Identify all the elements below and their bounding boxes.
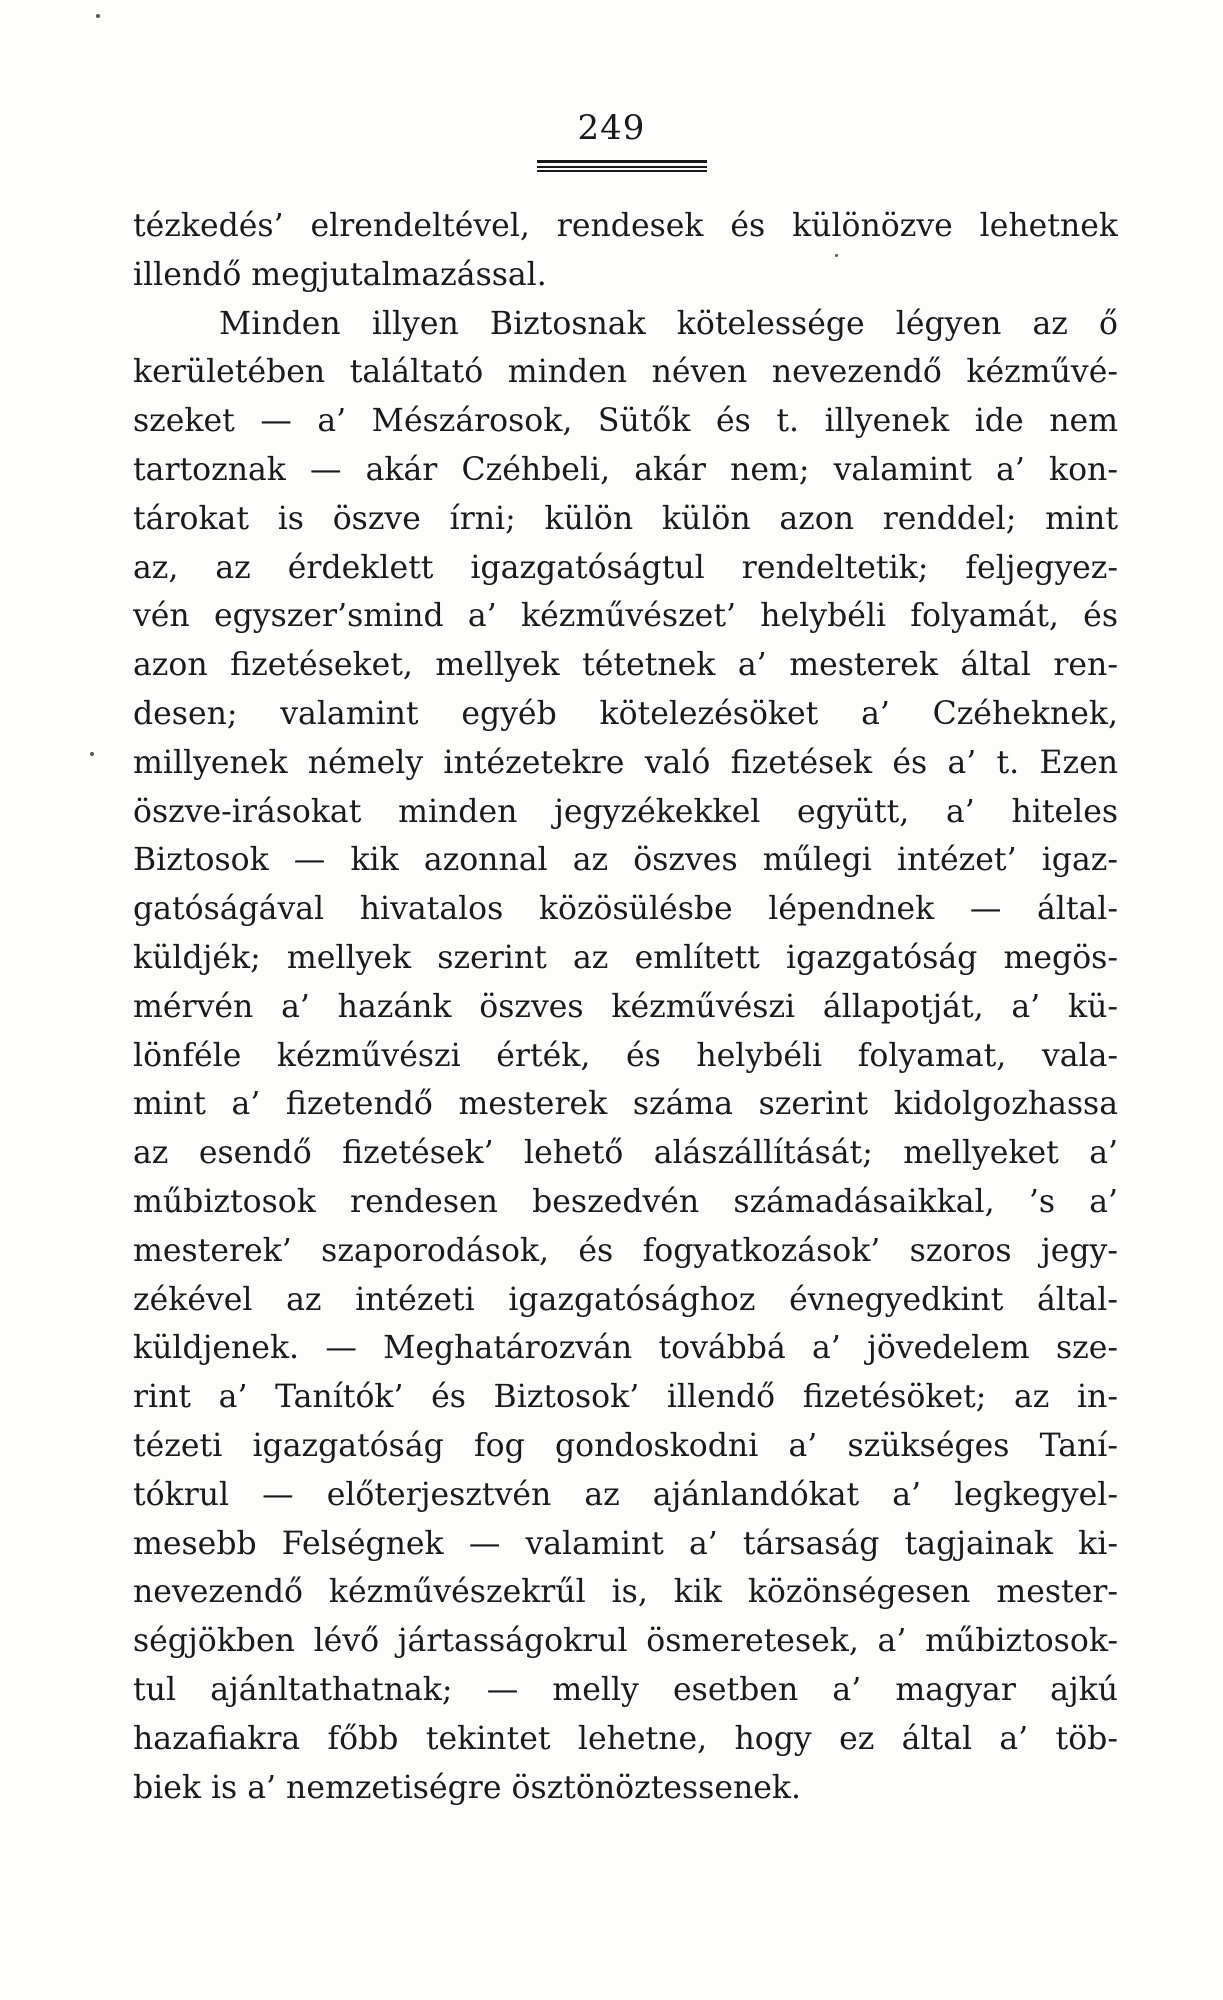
text-line: tárokat is öszve írni; külön külön azon renddel; mint [133,500,1118,537]
text-line: tul ajánltathatnak; — melly esetben a’ magyar ajkú [133,1671,1118,1708]
text-line: az, az érdeklett igazgatóságtul rendeltetik; feljegyez- [133,549,1118,586]
text-line: küldjenek. — Meghatározván továbbá a’ jövedelem sze- [133,1330,1118,1367]
text-line: desen; valamint egyéb kötelezésöket a’ Czéheknek, [133,695,1118,732]
text-line: azon fizetéseket, mellyek tétetnek a’ mesterek által ren- [133,647,1118,684]
text-line: tókrul — előterjesztvén az ajánlandókat a’ legkegyel- [133,1476,1118,1513]
text-line: mesebb Felségnek — valamint a’ társaság tagjainak ki- [133,1525,1118,1562]
text-line: tézeti igazgatóság fog gondoskodni a’ szükséges Taní- [133,1427,1118,1464]
text-line: rint a’ Tanítók’ és Biztosok’ illendő fizetésöket; az in- [133,1379,1118,1416]
body-text [133,202,1118,1812]
text-line: küldjék; mellyek szerint az említett igazgatóság megös- [133,939,1118,976]
text-line: millyenek némely intézetekre való fizetések és a’ t. Ezen [133,744,1118,781]
text-line: műbiztosok rendesen beszedvén számadásaikkal, ’s a’ [133,1183,1118,1220]
text-line: Biztosok — kik azonnal az öszves műlegi intézet’ igaz- [133,842,1118,879]
text-line: zékével az intézeti igazgatósághoz évnegyedkint által- [133,1281,1118,1318]
text-line: gatóságával hivatalos közösülésbe lépendnek — által- [133,891,1118,928]
text-line: szeket — a’ Mészárosok, Sütők és t. illyenek ide nem [133,403,1118,440]
text-line: kerületében találtató minden néven nevezendő kézművé- [133,354,1118,391]
text-line: vén egyszer’smind a’ kézművészet’ helybéli folyamát, és [133,598,1118,635]
text-line: mérvén a’ hazánk öszves kézművészi állapotját, a’ kü- [133,988,1118,1025]
text-line: biek is a’ nemzetiségre ösztönöztessenek. [133,1769,801,1806]
page-number: 249 [577,108,646,148]
text-line: mint a’ fizetendő mesterek száma szerint kidolgozhassa [133,1086,1118,1123]
paper-speck [96,14,100,18]
text-line: nevezendő kézművészekrűl is, kik közönségesen mester- [133,1574,1118,1611]
paper-speck [90,752,94,756]
text-line: lönféle kézművészi érték, és helybéli folyamat, vala- [133,1037,1118,1074]
text-line: mesterek’ szaporodások, és fogyatkozások’ szoros jegy- [133,1232,1118,1269]
text-line: tézkedés’ elrendeltével, rendesek és különözve lehetnek [133,208,1118,244]
text-line: az esendő fizetések’ lehető alászállítását; mellyeket a’ [133,1135,1118,1172]
text-line: tartoznak — akár Czéhbeli, akár nem; valamint a’ kon- [133,451,1118,488]
text-line: Minden illyen Biztosnak kötelessége légyen az ő [219,305,1118,342]
text-line: hazafiakra főbb tekintet lehetne, hogy ez által a’ töb- [133,1720,1118,1757]
header-rule [537,160,707,172]
text-line: öszve-irásokat minden jegyzékekkel együtt, a’ hiteles [133,793,1118,830]
text-line: ségjökben lévő jártasságokrul ösmeretesek, a’ műbiztosok- [133,1623,1118,1660]
text-line: illendő megjutalmazással. [133,256,547,293]
